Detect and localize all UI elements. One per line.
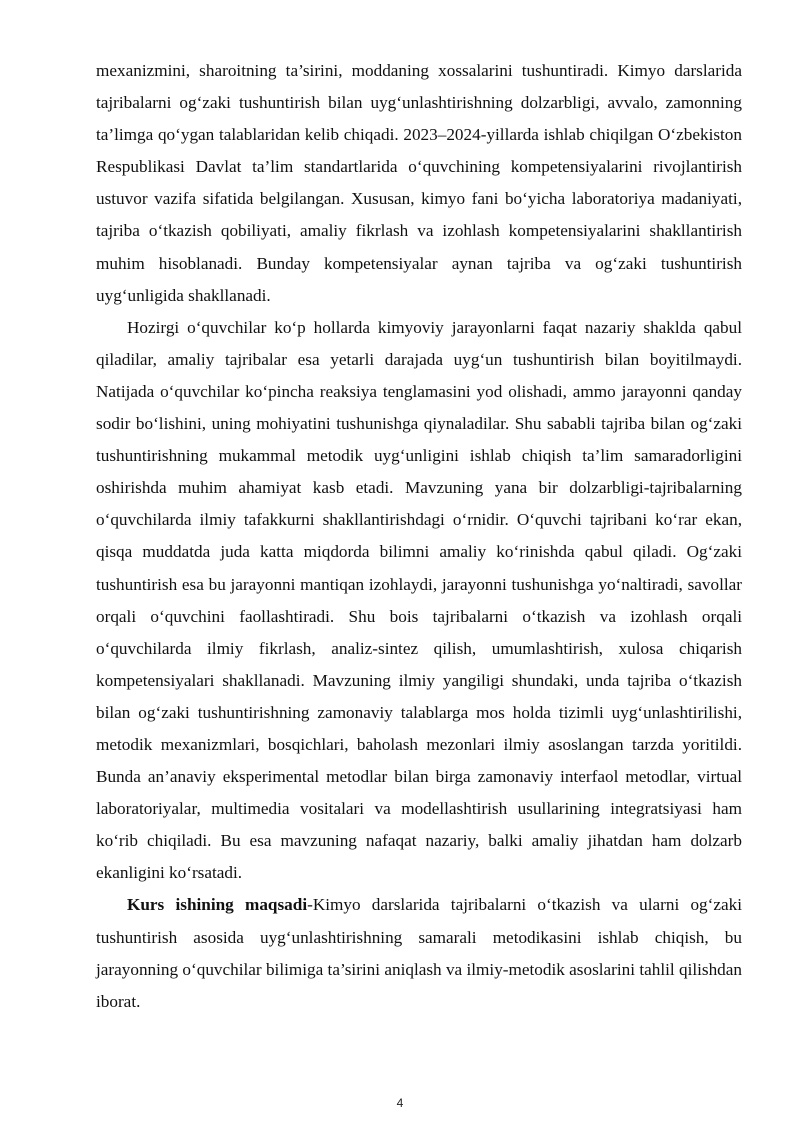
page-number: 4 <box>396 1096 404 1110</box>
course-goal-heading: Kurs ishining maqsadi <box>127 895 308 915</box>
paragraph-intro <box>96 55 742 312</box>
paragraph-course-goal <box>96 889 742 1017</box>
paragraph-relevance-text: Hozirgi o‘quvchilar ko‘p hollarda kimyoviy jarayonlarni faqat nazariy shaklda qabul qiladilar, amaliy tajribalar esa yetarli darajada uyg‘un tushuntirish bilan boyitilmaydi. Natijada o‘quvchilar ko‘pincha reaksiya tenglamasini yod olishadi, ammo jarayonni qanday sodir bo‘lishini, uning mohiyatini tushunishga qiynaladilar. Shu sababli tajriba bilan og‘zaki tushuntirishning mukammal metodik uyg‘unligini ishlab chiqish ta’lim samaradorligini oshirishda muhim ahamiyat kasb etadi. Mavzuning yana bir dolzarbligi-tajribalarning o‘quvchilarda ilmiy tafakkurni shakllantirishdagi o‘rnidir. O‘quvchi tajribani ko‘rar ekan, qisqa muddatda juda katta miqdorda bilimni amaliy ko‘rinishda qabul qiladi. Og‘zaki tushuntirish esa bu jarayonni mantiqan izohlaydi, jarayonni tushunishga yo‘naltiradi, savollar orqali o‘quvchini faollashtiradi. Shu bois tajribalarni o‘tkazish va izohlash orqali o‘quvchilarda ilmiy fikrlash, analiz-sintez qilish, umumlashtirish, xulosa chiqarish kompetensiyalari shakllanadi. Mavzuning ilmiy yangiligi shundaki, unda tajriba o‘tkazish bilan og‘zaki tushuntirishning zamonaviy talablarga mos holda tizimli uyg‘unlashtirilishi, metodik mexanizmlari, bosqichlari, baholash mezonlari ilmiy asoslangan tarzda yoritildi. Bunda an’anaviy eksperimental metodlar bilan birga zamonaviy interfaol metodlar, virtual laboratoriyalar, multimedia vositalari va modellashtirish usullarining integratsiyasi ham ko‘rib chiqiladi. Bu esa mavzuning nafaqat nazariy, balki amaliy jihatdan ham dolzarb ekanligini ko‘rsatadi. <box>96 317 742 883</box>
course-goal-text: -Kimyo darslarida tajribalarni o‘tkazish va ularni og‘zaki tushuntirish asosida uyg‘unlashtirishning samarali metodikasini ishlab chiqish, bu jarayonning o‘quvchilar bilimiga ta’sirini aniqlash va ilmiy-metodik asoslarini tahlil qilishdan iborat. <box>96 895 742 1011</box>
paragraph-relevance <box>96 312 742 890</box>
paragraph-intro-text: mexanizmini, sharoitning ta’sirini, moddaning xossalarini tushuntiradi. Kimyo darslarida tajribalarni og‘zaki tushuntirish bilan uyg‘unlashtirishning dolzarbligi, avvalo, zamonning ta’limga qo‘ygan talablaridan kelib chiqadi. 2023–2024-yillarda ishlab chiqilgan O‘zbekiston Respublikasi Davlat ta’lim standartlarida o‘quvchining kompetensiyalarini rivojlantirish ustuvor vazifa sifatida belgilangan. Xususan, kimyo fani bo‘yicha laboratoriya madaniyati, tajriba o‘tkazish qobiliyati, amaliy fikrlash va izohlash kompetensiyalarini shakllantirish muhim hisoblanadi. Bunday kompetensiyalar aynan tajriba va og‘zaki tushuntirish uyg‘unligida shakllanadi. <box>96 61 742 305</box>
document-page <box>96 55 742 1018</box>
